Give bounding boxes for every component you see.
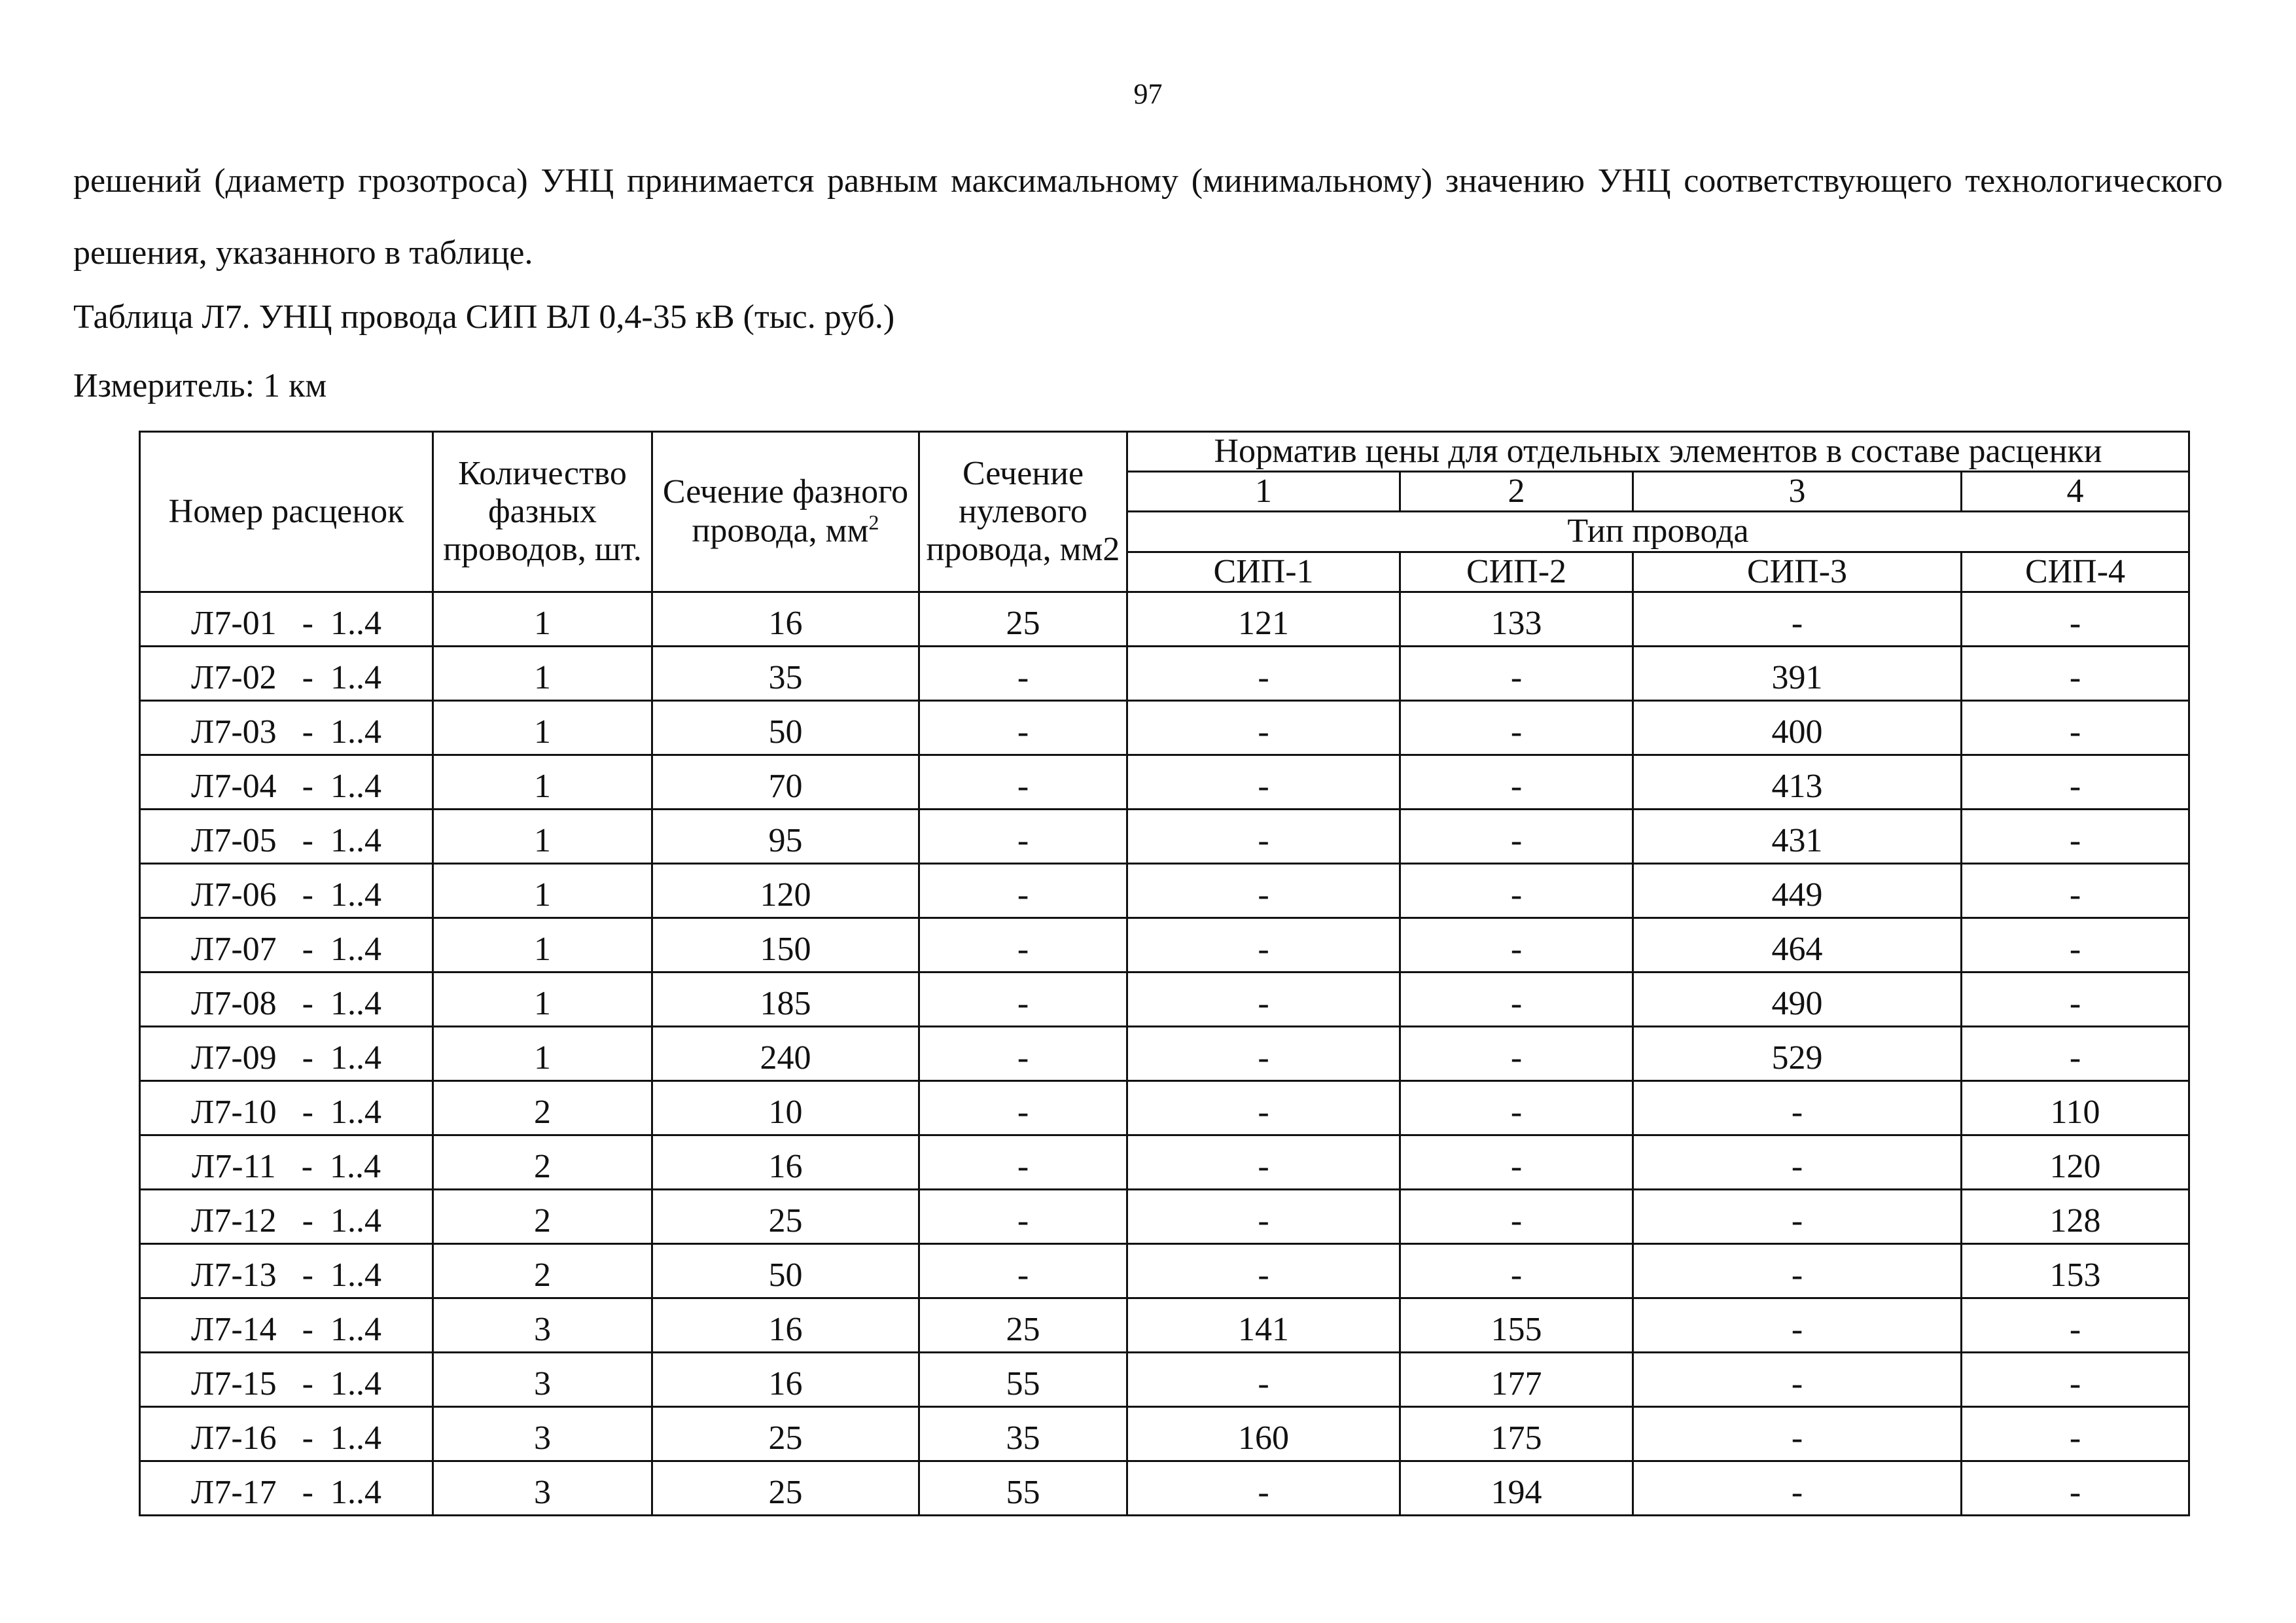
cell-c1: - (1127, 1135, 1400, 1189)
cell-phase: 70 (652, 755, 919, 809)
cell-count: 2 (433, 1243, 652, 1298)
cell-count: 1 (433, 918, 652, 972)
cell-count: 1 (433, 592, 652, 646)
table-row (140, 1135, 2189, 1189)
header-norm-group: Норматив цены для отдельных элементов в составе расценки (1127, 432, 2189, 472)
table-row (140, 1080, 2189, 1135)
cell-count: 2 (433, 1080, 652, 1135)
cell-c4: - (1962, 918, 2189, 972)
cell-c1: - (1127, 918, 1400, 972)
cell-c1: - (1127, 1352, 1400, 1406)
cell-c3: - (1633, 1189, 1962, 1243)
cell-c3: 400 (1633, 700, 1962, 755)
cell-code: Л7-01 - 1..4 (140, 592, 433, 646)
cell-c2: - (1400, 1243, 1633, 1298)
cell-c3: 413 (1633, 755, 1962, 809)
header-sip-1: СИП-1 (1127, 552, 1400, 592)
table-row (140, 1189, 2189, 1243)
cell-neutral: - (919, 1135, 1127, 1189)
cell-c3: 529 (1633, 1026, 1962, 1080)
cell-phase: 25 (652, 1406, 919, 1461)
cell-c2: - (1400, 755, 1633, 809)
cell-code: Л7-03 - 1..4 (140, 700, 433, 755)
cell-phase: 25 (652, 1461, 919, 1515)
cell-c3: - (1633, 1461, 1962, 1515)
table-row (140, 646, 2189, 700)
header-sip-2: СИП-2 (1400, 552, 1633, 592)
cell-neutral: - (919, 972, 1127, 1026)
table-row (140, 1298, 2189, 1352)
table-row (140, 863, 2189, 918)
cell-neutral: 25 (919, 592, 1127, 646)
cell-c4: - (1962, 1461, 2189, 1515)
table-row (140, 1243, 2189, 1298)
cell-count: 1 (433, 700, 652, 755)
header-code: Номер расценок (140, 432, 433, 592)
header-phase-section (652, 432, 919, 592)
cell-count: 1 (433, 755, 652, 809)
cell-c1: - (1127, 863, 1400, 918)
cell-phase: 16 (652, 1352, 919, 1406)
cell-code: Л7-17 - 1..4 (140, 1461, 433, 1515)
table-row (140, 1461, 2189, 1515)
table-meter: Измеритель: 1 км (73, 367, 327, 404)
cell-c2: 175 (1400, 1406, 1633, 1461)
cell-c2: - (1400, 918, 1633, 972)
header-element-4: 4 (1962, 472, 2189, 512)
cell-code: Л7-12 - 1..4 (140, 1189, 433, 1243)
cell-c3: 464 (1633, 918, 1962, 972)
cell-neutral: - (919, 809, 1127, 863)
cell-c2: - (1400, 1026, 1633, 1080)
page-number: 97 (1133, 78, 1163, 110)
cell-count: 2 (433, 1189, 652, 1243)
cell-phase: 120 (652, 863, 919, 918)
cell-phase: 185 (652, 972, 919, 1026)
table-row (140, 918, 2189, 972)
cell-count: 1 (433, 1026, 652, 1080)
cell-count: 3 (433, 1406, 652, 1461)
cell-phase: 50 (652, 700, 919, 755)
cell-neutral: 35 (919, 1406, 1127, 1461)
cell-c2: - (1400, 863, 1633, 918)
cell-c4: - (1962, 1352, 2189, 1406)
cell-phase: 35 (652, 646, 919, 700)
cell-c1: - (1127, 1026, 1400, 1080)
intro-paragraph: решений (диаметр грозотроса) УНЦ принимается равным максимальному (минимальному) значению УНЦ соответствующего технологического решения, указанного в таблице. (73, 162, 2223, 272)
cell-c1: 141 (1127, 1298, 1400, 1352)
cell-c2: - (1400, 1189, 1633, 1243)
cell-code: Л7-04 - 1..4 (140, 755, 433, 809)
cell-code: Л7-10 - 1..4 (140, 1080, 433, 1135)
cell-neutral: - (919, 755, 1127, 809)
cell-code: Л7-02 - 1..4 (140, 646, 433, 700)
cell-c4: - (1962, 1406, 2189, 1461)
cell-c1: - (1127, 809, 1400, 863)
cell-c4: - (1962, 809, 2189, 863)
cell-count: 1 (433, 972, 652, 1026)
cell-code: Л7-08 - 1..4 (140, 972, 433, 1026)
cell-phase: 16 (652, 592, 919, 646)
cell-c2: - (1400, 809, 1633, 863)
cell-count: 3 (433, 1461, 652, 1515)
header-sip-3: СИП-3 (1633, 552, 1962, 592)
table-body (140, 592, 2189, 1515)
cell-phase: 150 (652, 918, 919, 972)
cell-c2: - (1400, 1135, 1633, 1189)
cell-c3: 391 (1633, 646, 1962, 700)
cell-c1: - (1127, 700, 1400, 755)
cell-c3: - (1633, 1352, 1962, 1406)
cell-c3: - (1633, 1135, 1962, 1189)
cell-count: 3 (433, 1352, 652, 1406)
header-phase-section-text: Сечение фазного провода, мм (662, 473, 909, 550)
cell-c1: - (1127, 755, 1400, 809)
header-sip-4: СИП-4 (1962, 552, 2189, 592)
table-caption: Таблица Л7. УНЦ провода СИП ВЛ 0,4-35 кВ (тыс. руб.) (73, 298, 895, 336)
cell-neutral: - (919, 918, 1127, 972)
cell-code: Л7-14 - 1..4 (140, 1298, 433, 1352)
cell-count: 3 (433, 1298, 652, 1352)
cell-neutral: - (919, 863, 1127, 918)
table-row (140, 809, 2189, 863)
table-row (140, 1026, 2189, 1080)
cell-c1: 160 (1127, 1406, 1400, 1461)
cell-c2: 177 (1400, 1352, 1633, 1406)
cell-c4: - (1962, 755, 2189, 809)
cell-c4: - (1962, 1298, 2189, 1352)
cell-c4: - (1962, 646, 2189, 700)
cell-code: Л7-16 - 1..4 (140, 1406, 433, 1461)
header-phase-section-sup: 2 (868, 510, 879, 535)
cell-code: Л7-06 - 1..4 (140, 863, 433, 918)
cell-c1: - (1127, 972, 1400, 1026)
cell-c4: 120 (1962, 1135, 2189, 1189)
header-element-3: 3 (1633, 472, 1962, 512)
table-row (140, 972, 2189, 1026)
cell-code: Л7-15 - 1..4 (140, 1352, 433, 1406)
cell-c1: - (1127, 1080, 1400, 1135)
header-element-2: 2 (1400, 472, 1633, 512)
cell-neutral: - (919, 1243, 1127, 1298)
cell-c4: - (1962, 700, 2189, 755)
header-element-1: 1 (1127, 472, 1400, 512)
cell-code: Л7-13 - 1..4 (140, 1243, 433, 1298)
cell-c3: - (1633, 1080, 1962, 1135)
cell-count: 2 (433, 1135, 652, 1189)
cell-neutral: 55 (919, 1352, 1127, 1406)
cell-code: Л7-05 - 1..4 (140, 809, 433, 863)
table-row (140, 700, 2189, 755)
header-phase-count: Количество фазных проводов, шт. (433, 432, 652, 592)
cell-c4: - (1962, 863, 2189, 918)
cell-c4: 110 (1962, 1080, 2189, 1135)
cell-c1: 121 (1127, 592, 1400, 646)
cell-c4: - (1962, 1026, 2189, 1080)
cell-phase: 16 (652, 1135, 919, 1189)
cell-phase: 25 (652, 1189, 919, 1243)
cell-c1: - (1127, 1189, 1400, 1243)
cell-c2: 194 (1400, 1461, 1633, 1515)
cell-c4: - (1962, 972, 2189, 1026)
cell-phase: 16 (652, 1298, 919, 1352)
cell-c3: - (1633, 1406, 1962, 1461)
cell-phase: 10 (652, 1080, 919, 1135)
price-table (139, 431, 2190, 1516)
cell-c2: 133 (1400, 592, 1633, 646)
cell-count: 1 (433, 646, 652, 700)
cell-c4: - (1962, 592, 2189, 646)
cell-phase: 95 (652, 809, 919, 863)
cell-count: 1 (433, 809, 652, 863)
cell-c3: 431 (1633, 809, 1962, 863)
cell-c2: - (1400, 972, 1633, 1026)
table-row (140, 592, 2189, 646)
cell-c3: - (1633, 592, 1962, 646)
table-row (140, 1352, 2189, 1406)
cell-c3: 490 (1633, 972, 1962, 1026)
cell-c4: 153 (1962, 1243, 2189, 1298)
header-wire-type: Тип провода (1127, 512, 2189, 552)
cell-phase: 50 (652, 1243, 919, 1298)
cell-code: Л7-09 - 1..4 (140, 1026, 433, 1080)
cell-c2: 155 (1400, 1298, 1633, 1352)
cell-c2: - (1400, 1080, 1633, 1135)
cell-c2: - (1400, 700, 1633, 755)
cell-neutral: - (919, 700, 1127, 755)
cell-c1: - (1127, 1461, 1400, 1515)
cell-phase: 240 (652, 1026, 919, 1080)
cell-neutral: - (919, 1080, 1127, 1135)
cell-neutral: - (919, 1189, 1127, 1243)
cell-c4: 128 (1962, 1189, 2189, 1243)
table-row (140, 1406, 2189, 1461)
cell-c3: - (1633, 1243, 1962, 1298)
table-row (140, 755, 2189, 809)
cell-neutral: 25 (919, 1298, 1127, 1352)
cell-c2: - (1400, 646, 1633, 700)
header-neutral-section: Сечение нулевого провода, мм2 (919, 432, 1127, 592)
cell-count: 1 (433, 863, 652, 918)
cell-neutral: 55 (919, 1461, 1127, 1515)
cell-code: Л7-11 - 1..4 (140, 1135, 433, 1189)
cell-neutral: - (919, 1026, 1127, 1080)
cell-neutral: - (919, 646, 1127, 700)
cell-c3: - (1633, 1298, 1962, 1352)
cell-c3: 449 (1633, 863, 1962, 918)
cell-c1: - (1127, 1243, 1400, 1298)
cell-c1: - (1127, 646, 1400, 700)
cell-code: Л7-07 - 1..4 (140, 918, 433, 972)
